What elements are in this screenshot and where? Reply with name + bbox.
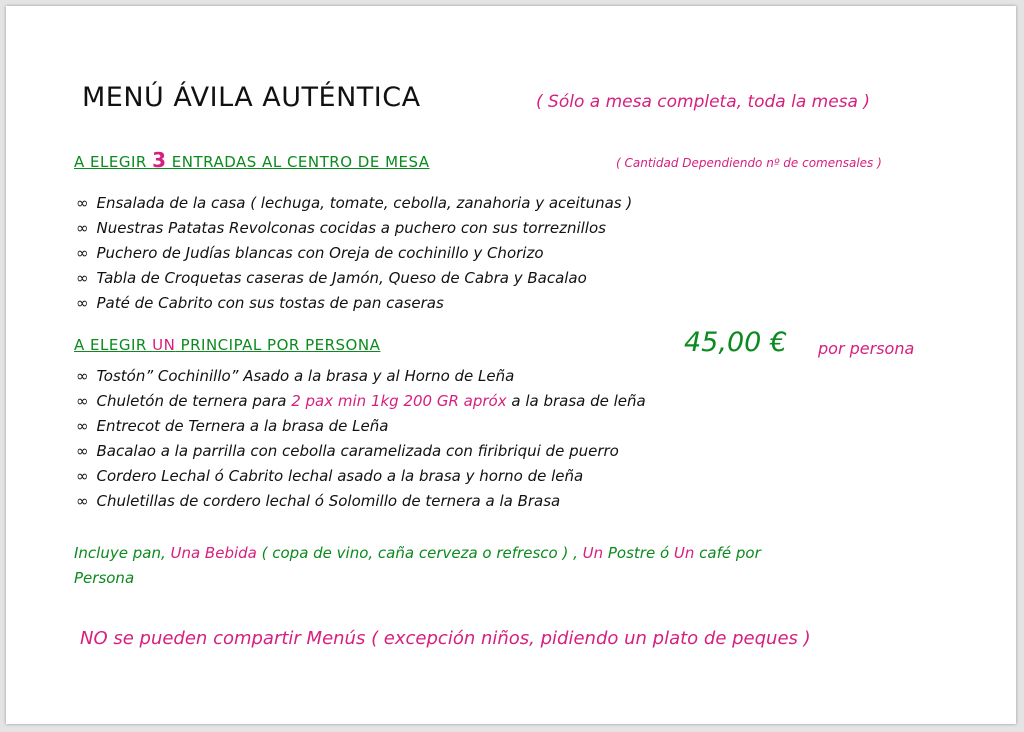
starter-item-label: Tabla de Croquetas caseras de Jamón, Queso de Cabra y Bacalao [96, 269, 587, 287]
starter-item [76, 194, 632, 212]
menu-subtitle: ( Sólo a mesa completa, toda la mesa ) [536, 92, 870, 112]
menu-price-suffix: por persona [818, 339, 915, 358]
includes-drink: Una Bebida [170, 544, 257, 562]
infinity-bullet-icon: ∞ [76, 392, 89, 410]
includes-line-2: Persona [74, 569, 135, 587]
main-item-label: Tostón” Cochinillo” Asado a la brasa y al Horno de Leña [96, 367, 515, 385]
includes-text: Incluye pan, [74, 544, 171, 562]
menu-price: 45,00 € [684, 327, 788, 358]
infinity-bullet-icon: ∞ [76, 294, 89, 312]
starter-item-label: Paté de Cabrito con sus tostas de pan caseras [96, 294, 444, 312]
infinity-bullet-icon: ∞ [76, 269, 89, 287]
main-item [76, 367, 514, 385]
includes-line [74, 544, 761, 562]
section-mains-prefix: A ELEGIR [74, 336, 153, 354]
starter-item-label: Nuestras Patatas Revolconas cocidas a puchero con sus torreznillos [96, 219, 606, 237]
infinity-bullet-icon: ∞ [76, 467, 89, 485]
main-item-label: Entrecot de Ternera a la brasa de Leña [96, 417, 389, 435]
menu-title: MENÚ ÁVILA AUTÉNTICA [82, 82, 421, 113]
includes-un: Un [673, 544, 695, 562]
main-item [76, 467, 583, 485]
starter-item-label: Ensalada de la casa ( lechuga, tomate, cebolla, zanahoria y aceitunas ) [96, 194, 633, 212]
section-starters-count: 3 [152, 148, 167, 172]
menu-page [6, 6, 1016, 724]
infinity-bullet-icon: ∞ [76, 417, 89, 435]
infinity-bullet-icon: ∞ [76, 219, 89, 237]
starter-item [76, 269, 587, 287]
starter-item [76, 244, 544, 262]
section-mains-highlight: UN [152, 336, 176, 354]
main-item [76, 442, 619, 460]
infinity-bullet-icon: ∞ [76, 442, 89, 460]
main-item-label: Chuletillas de cordero lechal ó Solomillo de ternera a la Brasa [96, 492, 561, 510]
section-starters-suffix: ENTRADAS AL CENTRO DE MESA [166, 153, 430, 171]
section-starters-prefix: A ELEGIR [74, 153, 153, 171]
infinity-bullet-icon: ∞ [76, 492, 89, 510]
infinity-bullet-icon: ∞ [76, 244, 89, 262]
main-item-highlight: 2 pax min 1kg 200 GR apróx [291, 392, 507, 410]
section-mains-heading [74, 336, 380, 354]
starter-item [76, 294, 444, 312]
main-item-label: Bacalao a la parrilla con cebolla caramelizada con firibriqui de puerro [96, 442, 619, 460]
section-mains-suffix: PRINCIPAL POR PERSONA [175, 336, 381, 354]
infinity-bullet-icon: ∞ [76, 194, 89, 212]
includes-text: Postre ó [603, 544, 674, 562]
main-item [76, 392, 646, 410]
main-item [76, 492, 560, 510]
main-item-label-end: a la brasa de leña [506, 392, 646, 410]
includes-text: ( copa de vino, caña cerveza o refresco ) , [256, 544, 583, 562]
main-item-label: Chuletón de ternera para [96, 392, 292, 410]
includes-text: café por [694, 544, 761, 562]
main-item-label: Cordero Lechal ó Cabrito lechal asado a la brasa y horno de leña [96, 467, 584, 485]
section-starters-note: ( Cantidad Dependiendo nº de comensales ) [616, 156, 882, 170]
includes-un: Un [582, 544, 604, 562]
main-item [76, 417, 388, 435]
sharing-warning: NO se pueden compartir Menús ( excepción niños, pidiendo un plato de peques ) [80, 628, 811, 649]
starter-item-label: Puchero de Judías blancas con Oreja de cochinillo y Chorizo [96, 244, 544, 262]
section-starters-heading [74, 148, 430, 172]
infinity-bullet-icon: ∞ [76, 367, 89, 385]
starter-item [76, 219, 606, 237]
